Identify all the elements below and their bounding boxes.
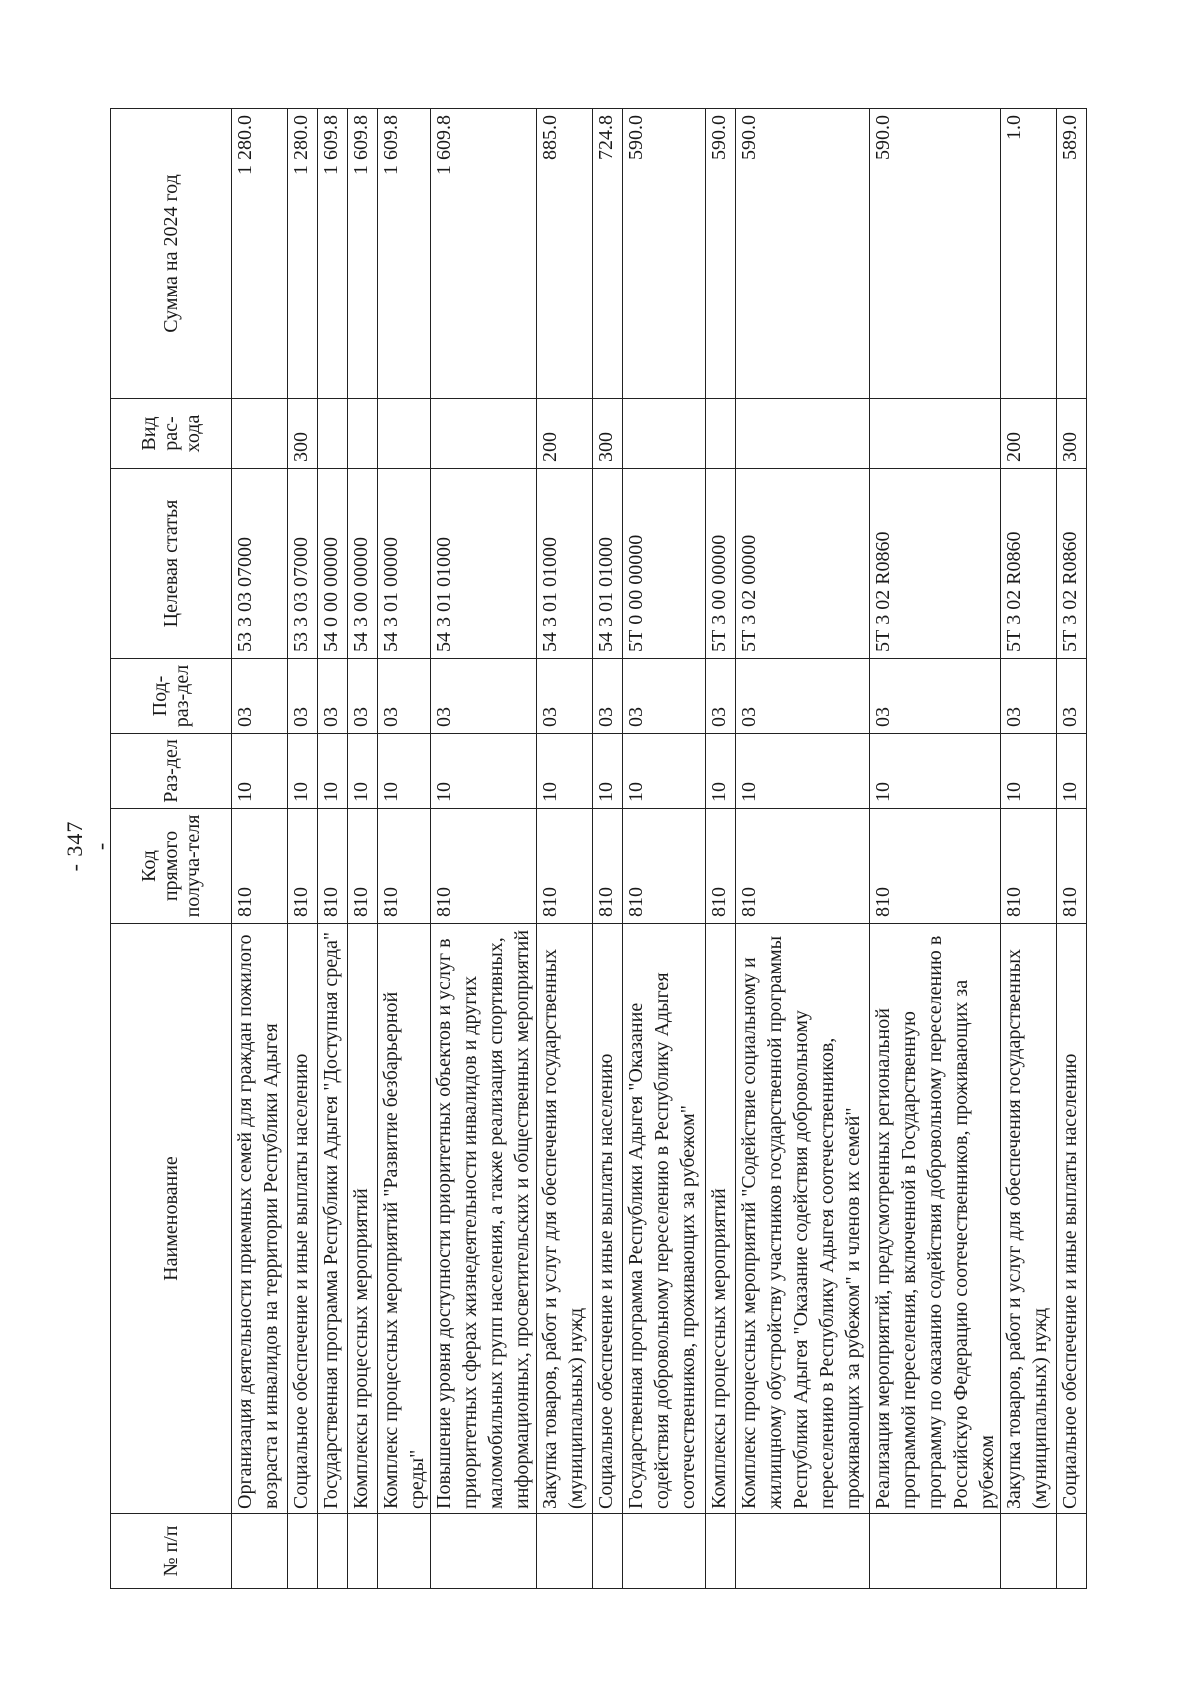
header-code: Код прямого получа-теля [111,809,232,924]
row-code: 810 [623,809,706,924]
row-section: 10 [1001,734,1057,809]
page-number: - 347 - [62,820,113,872]
row-name: Реализация мероприятий, предусмотренных региональной программой переселения, включенной в Государственную программу по оказанию содействия добровольному переселению в Российскую Федерацию соотечественников, проживающих за рубежом [870,924,1001,1514]
row-kind [232,399,288,469]
row-kind: 300 [1057,399,1087,469]
row-section: 10 [537,734,593,809]
row-name: Повышение уровня доступности приоритетных объектов и услуг в приоритетных сферах жизнедеятельности инвалидов и других маломобильных групп населения, а также реализация спортивных, информационных, просветительских и общественных мероприятий [431,924,537,1514]
row-section: 10 [232,734,288,809]
row-name: Комплекс процессных мероприятий "Развитие безбарьерной среды" [378,924,431,1514]
row-section: 10 [288,734,318,809]
header-section: Раз-дел [111,734,232,809]
row-section: 10 [1057,734,1087,809]
row-name: Социальное обеспечение и иные выплаты населению [593,924,623,1514]
row-sum: 724.8 [593,109,623,399]
table-row [348,109,378,1589]
row-target: 5Т 3 02 R0860 [1057,469,1087,659]
row-target: 5Т 3 02 00000 [736,469,870,659]
table-row [537,109,593,1589]
row-kind [870,399,1001,469]
row-code: 810 [378,809,431,924]
row-kind [378,399,431,469]
table-row [736,109,870,1589]
row-subsection: 03 [348,659,378,734]
row-code: 810 [318,809,348,924]
row-sum: 1 609.8 [431,109,537,399]
row-subsection: 03 [736,659,870,734]
table-row [623,109,706,1589]
row-num [623,1514,706,1589]
row-kind [623,399,706,469]
row-kind: 200 [1001,399,1057,469]
header-target: Целевая статья [111,469,232,659]
row-name: Государственная программа Республики Адыгея "Доступная среда" [318,924,348,1514]
row-target: 54 3 00 00000 [348,469,378,659]
row-num [870,1514,1001,1589]
row-subsection: 03 [870,659,1001,734]
row-code: 810 [1057,809,1087,924]
table-row [378,109,431,1589]
row-code: 810 [431,809,537,924]
row-subsection: 03 [1001,659,1057,734]
header-name: Наименование [111,924,232,1514]
row-target: 54 3 01 01000 [431,469,537,659]
row-subsection: 03 [706,659,736,734]
row-name: Государственная программа Республики Адыгея "Оказание содействия добровольному переселению в Республику Адыгея соотечественников, проживающих за рубежом" [623,924,706,1514]
row-section: 10 [318,734,348,809]
row-code: 810 [348,809,378,924]
table-row [870,109,1001,1589]
row-sum: 590.0 [870,109,1001,399]
row-num [537,1514,593,1589]
row-target: 5Т 3 00 00000 [706,469,736,659]
row-name: Закупка товаров, работ и услуг для обеспечения государственных (муниципальных) нужд [537,924,593,1514]
row-kind: 300 [593,399,623,469]
row-subsection: 03 [623,659,706,734]
row-kind: 200 [537,399,593,469]
row-num [706,1514,736,1589]
budget-table [110,108,1087,1589]
row-sum: 1 609.8 [348,109,378,399]
row-sum: 1 609.8 [318,109,348,399]
rotated-page [110,109,1081,1589]
table-row [318,109,348,1589]
row-sum: 590.0 [706,109,736,399]
row-num [736,1514,870,1589]
row-name: Социальное обеспечение и иные выплаты населению [288,924,318,1514]
table-row [706,109,736,1589]
row-name: Закупка товаров, работ и услуг для обеспечения государственных (муниципальных) нужд [1001,924,1057,1514]
row-section: 10 [706,734,736,809]
row-sum: 590.0 [623,109,706,399]
row-sum: 589.0 [1057,109,1087,399]
header-kind: Вид рас-хода [111,399,232,469]
row-subsection: 03 [288,659,318,734]
row-num [232,1514,288,1589]
row-code: 810 [736,809,870,924]
row-sum: 590.0 [736,109,870,399]
row-target: 54 3 01 01000 [593,469,623,659]
row-section: 10 [870,734,1001,809]
header-row [111,109,232,1589]
row-kind: 300 [288,399,318,469]
row-num [288,1514,318,1589]
row-sum: 1 609.8 [378,109,431,399]
row-code: 810 [706,809,736,924]
table-row [1057,109,1087,1589]
header-subsection: Под-раз-дел [111,659,232,734]
row-kind [706,399,736,469]
row-kind [318,399,348,469]
table-row [232,109,288,1589]
row-section: 10 [348,734,378,809]
row-target: 54 0 00 00000 [318,469,348,659]
row-sum: 1 280.0 [288,109,318,399]
row-code: 810 [870,809,1001,924]
row-section: 10 [593,734,623,809]
row-code: 810 [232,809,288,924]
row-target: 53 3 03 07000 [232,469,288,659]
table-row [1001,109,1057,1589]
row-num [593,1514,623,1589]
row-target: 54 3 01 00000 [378,469,431,659]
row-section: 10 [623,734,706,809]
row-kind [431,399,537,469]
row-sum: 1.0 [1001,109,1057,399]
row-sum: 1 280.0 [232,109,288,399]
row-num [1057,1514,1087,1589]
row-name: Комплекс процессных мероприятий "Содействие социальному и жилищному обустройству участников государственной программы Республики Адыгея "Оказание содействия добровольному переселению в Республику Адыгея соотечественников, проживающих за рубежом" и членов их семей" [736,924,870,1514]
row-code: 810 [537,809,593,924]
row-num [431,1514,537,1589]
row-subsection: 03 [593,659,623,734]
table-row [431,109,537,1589]
row-code: 810 [593,809,623,924]
row-target: 5Т 0 00 00000 [623,469,706,659]
row-num [318,1514,348,1589]
row-subsection: 03 [431,659,537,734]
row-sum: 885.0 [537,109,593,399]
row-subsection: 03 [1057,659,1087,734]
row-target: 5Т 3 02 R0860 [870,469,1001,659]
row-target: 54 3 01 01000 [537,469,593,659]
row-num [378,1514,431,1589]
row-section: 10 [431,734,537,809]
row-code: 810 [1001,809,1057,924]
row-name: Организация деятельности приемных семей для граждан пожилого возраста и инвалидов на территории Республики Адыгея [232,924,288,1514]
row-subsection: 03 [378,659,431,734]
header-num: № п/п [111,1514,232,1589]
header-sum: Сумма на 2024 год [111,109,232,399]
row-name: Социальное обеспечение и иные выплаты населению [1057,924,1087,1514]
row-name: Комплексы процессных мероприятий [706,924,736,1514]
table-row [288,109,318,1589]
row-kind [736,399,870,469]
row-code: 810 [288,809,318,924]
row-subsection: 03 [232,659,288,734]
row-subsection: 03 [318,659,348,734]
row-num [1001,1514,1057,1589]
row-section: 10 [736,734,870,809]
row-target: 53 3 03 07000 [288,469,318,659]
table-row [593,109,623,1589]
row-target: 5Т 3 02 R0860 [1001,469,1057,659]
row-section: 10 [378,734,431,809]
row-num [348,1514,378,1589]
row-kind [348,399,378,469]
row-subsection: 03 [537,659,593,734]
row-name: Комплексы процессных мероприятий [348,924,378,1514]
